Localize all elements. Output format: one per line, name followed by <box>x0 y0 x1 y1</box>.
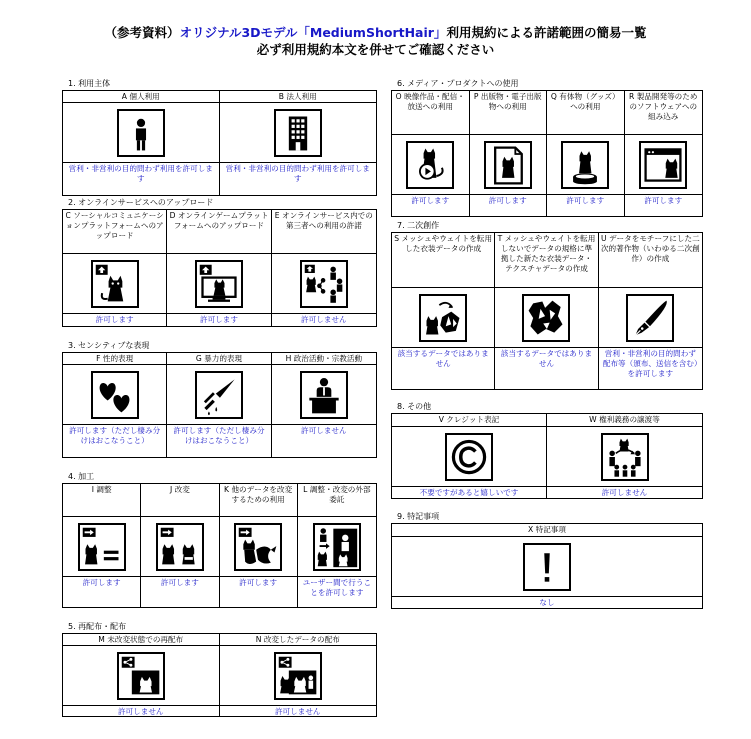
cell-label: L 調整・改変の外部委託 <box>298 484 376 517</box>
cell-label: D オンラインゲームプラットフォームへのアップロード <box>167 210 270 254</box>
transfer-people-icon <box>601 433 649 481</box>
cell-label: C ソーシャルコミュニケーションプラットフォームへのアップロード <box>63 210 166 254</box>
cell-status: 許可しません <box>274 707 321 716</box>
cell-label: H 政治活動・宗教活動 <box>272 353 376 365</box>
cell-label: B 法人利用 <box>220 91 377 103</box>
cell-publication <box>470 91 548 216</box>
person-outsource-icon <box>313 523 361 571</box>
cell-sexual-expression <box>63 353 167 457</box>
podium-speaker-icon <box>300 371 348 419</box>
cell-label: U データをモチーフにした二次的著作物（いわゆる二次創作）の作成 <box>599 233 702 288</box>
cell-status: 許可しません <box>601 488 648 497</box>
section-other <box>391 402 703 499</box>
cell-status: 許可します <box>488 196 527 205</box>
cell-status: 許可します <box>566 196 605 205</box>
cell-distribute-modified <box>220 634 377 717</box>
cell-label: W 権利義務の譲渡等 <box>547 414 702 427</box>
building-icon <box>274 109 322 157</box>
cell-status: 許可します <box>82 578 121 587</box>
copyright-icon <box>445 433 493 481</box>
cell-credit <box>392 414 547 498</box>
cell-label: K 他のデータを改変するための利用 <box>220 484 297 517</box>
cell-status: 許可します <box>200 315 238 324</box>
cell-game-upload <box>167 210 271 326</box>
cell-status: 営利・非営利の目的問わず利用を許可します <box>225 164 370 183</box>
cell-use-for-other-data <box>220 484 298 607</box>
exclamation-icon <box>523 543 571 591</box>
hearts-icon <box>91 371 139 419</box>
cell-violent-expression <box>167 353 271 457</box>
page-subtitle: 必ず利用規約本文を併せてご確認ください <box>256 42 495 57</box>
cell-label: X 特記事項 <box>392 524 702 537</box>
section-derivative-works <box>391 221 703 390</box>
cell-status: 該当するデータではありません <box>500 349 593 368</box>
title-model-name: オリジナル3Dモデル「MediumShortHair」 <box>179 25 447 40</box>
cell-redistribute-unmodified <box>63 634 220 717</box>
person-icon <box>117 109 165 157</box>
cell-fan-works <box>599 233 702 389</box>
cell-personal-use <box>63 91 220 195</box>
section-online-upload <box>62 198 377 327</box>
cell-special-notes <box>392 524 702 608</box>
cell-status: 許可します <box>644 196 683 205</box>
cloth-icon <box>522 294 570 342</box>
section-title: 5. 再配布・配布 <box>68 622 127 631</box>
cell-status: 該当するデータではありません <box>397 349 489 368</box>
cell-label: S メッシュやウェイトを転用した衣装データの作成 <box>392 233 494 288</box>
cat-equal-icon <box>78 523 126 571</box>
cell-status: なし <box>539 598 555 607</box>
cell-political-religious <box>272 353 376 457</box>
section-processing <box>62 472 377 608</box>
cell-status: 許可します <box>411 196 450 205</box>
section-redistribution <box>62 622 377 717</box>
cell-corporate-use <box>220 91 377 195</box>
cell-label: E オンラインサービス内での第三者への利用の許諾 <box>272 210 376 254</box>
cell-label: M 未改変状態での再配布 <box>63 634 219 646</box>
cell-label: N 改変したデータの配布 <box>220 634 377 646</box>
cell-status: 許可します（ただし棲み分けはおこなうこと） <box>69 426 161 445</box>
share-cat-icon <box>117 652 165 700</box>
section-title: 8. その他 <box>397 402 432 411</box>
cell-status: 許可します（ただし棲み分けはおこなうこと） <box>173 426 265 445</box>
section-title: 9. 特記事項 <box>397 512 440 521</box>
cell-status: 不要ですがあると嬉しいです <box>419 488 519 497</box>
section-title: 6. メディア・プロダクトへの使用 <box>397 79 519 88</box>
cell-label: A 個人利用 <box>63 91 219 103</box>
section-title: 4. 加工 <box>68 472 95 481</box>
cell-new-costume-texture <box>495 233 598 389</box>
cell-label: P 出版物・電子出版物への利用 <box>470 91 547 135</box>
upload-monitor-cat-icon <box>195 260 243 308</box>
video-cat-icon <box>406 141 454 189</box>
pen-nib-icon <box>626 294 674 342</box>
cell-status: 営利・非営利の目的問わず配布等（頒布、送信を含む）を許可します <box>602 349 698 378</box>
document-cat-icon <box>484 141 532 189</box>
upload-share-people-icon <box>300 260 348 308</box>
cell-label: Q 有体物（グッズ）への利用 <box>547 91 624 135</box>
cell-rights-transfer <box>547 414 702 498</box>
cell-adjustment <box>63 484 141 607</box>
two-cats-icon <box>156 523 204 571</box>
section-title: 3. センシティブな表現 <box>68 341 150 350</box>
section-sensitive-expression <box>62 341 377 458</box>
cell-third-party-license <box>272 210 376 326</box>
page-title <box>0 24 751 41</box>
cell-modification <box>141 484 219 607</box>
section-title: 1. 利用主体 <box>68 79 111 88</box>
section-title: 2. オンラインサービスへのアップロード <box>68 198 214 207</box>
cell-social-upload <box>63 210 167 326</box>
cell-status: 営利・非営利の目的問わず利用を許可します <box>68 164 213 183</box>
window-cat-icon <box>639 141 687 189</box>
cell-software-embed <box>625 91 703 216</box>
cell-video-broadcast <box>392 91 470 216</box>
section-usage-subject <box>62 79 377 196</box>
cell-label: F 性的表現 <box>63 353 166 365</box>
cell-status: 許可しません <box>301 315 347 324</box>
section-title: 7. 二次創作 <box>397 221 440 230</box>
cell-status: 許可します <box>239 578 278 587</box>
cell-status: 許可します <box>160 578 199 587</box>
cell-status: 許可しません <box>301 426 347 435</box>
cell-costume-using-mesh <box>392 233 495 389</box>
cell-label: J 改変 <box>141 484 218 517</box>
knife-icon <box>195 371 243 419</box>
cell-label: G 暴力的表現 <box>167 353 270 365</box>
cell-status: ユーザー間で行うことを許可します <box>302 578 372 597</box>
upload-cat-icon <box>91 260 139 308</box>
title-suffix: 利用規約による許諾範囲の簡易一覧 <box>446 25 647 40</box>
cell-label: I 調整 <box>63 484 140 517</box>
cell-label: V クレジット表記 <box>392 414 546 427</box>
cat-transform-icon <box>234 523 282 571</box>
cell-status: 許可します <box>95 315 134 324</box>
cell-status: 許可しません <box>117 707 164 716</box>
cat-cloth-icon <box>419 294 467 342</box>
cell-outsourcing <box>298 484 376 607</box>
title-prefix: （参考資料） <box>104 25 180 40</box>
share-cats-icon <box>274 652 322 700</box>
section-special-notes <box>391 512 703 609</box>
section-media-product <box>391 79 703 217</box>
cell-label: T メッシュやウェイトを転用しないでデータの規格に準拠した新たな衣装データ・テクスチャデータの作成 <box>495 233 597 288</box>
cell-label: R 製品開発等のためのソフトウェアへの組み込み <box>625 91 703 135</box>
cell-label: O 映像作品・配信・放送への利用 <box>392 91 469 135</box>
figure-cat-icon <box>561 141 609 189</box>
cell-goods <box>547 91 625 216</box>
